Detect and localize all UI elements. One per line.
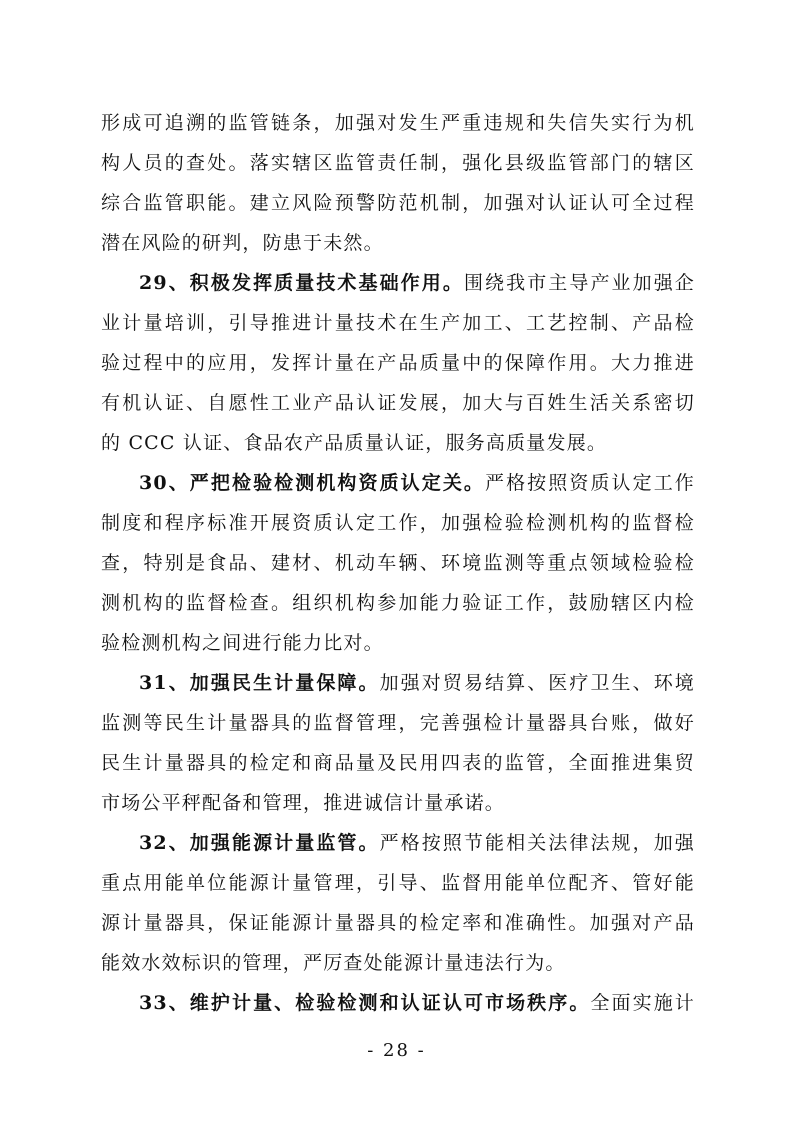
- text-line: 验过程中的应用，发挥计量在产品质量中的保障作用。大力推进: [101, 352, 695, 374]
- paragraph-continued: [101, 103, 695, 263]
- text-run: 围绕我市主导产业加强企: [463, 272, 695, 294]
- paragraph-33: [101, 983, 695, 1023]
- text-line: 综合监管职能。建立风险预警防范机制，加强对认证认可全过程: [101, 192, 695, 214]
- paragraph-first-line: [101, 823, 695, 863]
- text-run: 加强对贸易结算、医疗卫生、环境: [379, 672, 695, 694]
- paragraph-31: [101, 663, 695, 823]
- paragraph-first-line: [101, 263, 695, 303]
- page-number: - 28 -: [367, 1040, 426, 1061]
- text-line: 重点用能单位能源计量管理，引导、监督用能单位配齐、管好能: [101, 872, 695, 894]
- text-line: 能效水效标识的管理，严厉查处能源计量违法行为。: [101, 952, 566, 974]
- paragraph-first-line: [101, 663, 695, 703]
- paragraph-29: [101, 263, 695, 463]
- text-line: 形成可追溯的监管链条，加强对发生严重违规和失信失实行为机: [101, 112, 695, 134]
- paragraph-30: [101, 463, 695, 663]
- document-body: [101, 103, 695, 1023]
- text-line: 构人员的查处。落实辖区监管责任制，强化县级监管部门的辖区: [101, 152, 695, 174]
- section-heading: 31、加强民生计量保障。: [139, 672, 380, 694]
- text-line: 潜在风险的研判，防患于未然。: [101, 232, 384, 254]
- paragraph-first-line: [101, 983, 695, 1023]
- text-line: 源计量器具，保证能源计量器具的检定率和准确性。加强对产品: [101, 912, 695, 934]
- text-run: 全面实施计: [590, 992, 695, 1014]
- text-line: 查，特别是食品、建材、机动车辆、环境监测等重点领域检验检: [101, 552, 695, 574]
- text-line: 监测等民生计量器具的监督管理，完善强检计量器具台账，做好: [101, 712, 695, 734]
- section-heading: 32、加强能源计量监管。: [139, 832, 380, 854]
- paragraph-first-line: [101, 463, 695, 503]
- paragraph-32: [101, 823, 695, 983]
- text-run: 严格按照节能相关法律法规，加强: [379, 832, 695, 854]
- section-heading: 29、积极发挥质量技术基础作用。: [139, 272, 464, 294]
- text-line: 验检测机构之间进行能力比对。: [101, 632, 384, 654]
- text-line: 有机认证、自愿性工业产品认证发展，加大与百姓生活关系密切: [101, 392, 695, 414]
- text-line: 市场公平秤配备和管理，推进诚信计量承诺。: [101, 792, 506, 814]
- text-run: 严格按照资质认定工作: [485, 472, 695, 494]
- section-heading: 30、严把检验检测机构资质认定关。: [139, 472, 486, 494]
- text-line: 测机构的监督检查。组织机构参加能力验证工作，鼓励辖区内检: [101, 592, 695, 614]
- text-line: 民生计量器具的检定和商品量及民用四表的监管，全面推进集贸: [101, 752, 695, 774]
- text-line: 业计量培训，引导推进计量技术在生产加工、工艺控制、产品检: [101, 312, 695, 334]
- text-line: 制度和程序标准开展资质认定工作，加强检验检测机构的监督检: [101, 512, 695, 534]
- text-line: 的 CCC 认证、食品农产品质量认证，服务高质量发展。: [101, 432, 608, 454]
- section-heading: 33、维护计量、检验检测和认证认可市场秩序。: [139, 992, 591, 1014]
